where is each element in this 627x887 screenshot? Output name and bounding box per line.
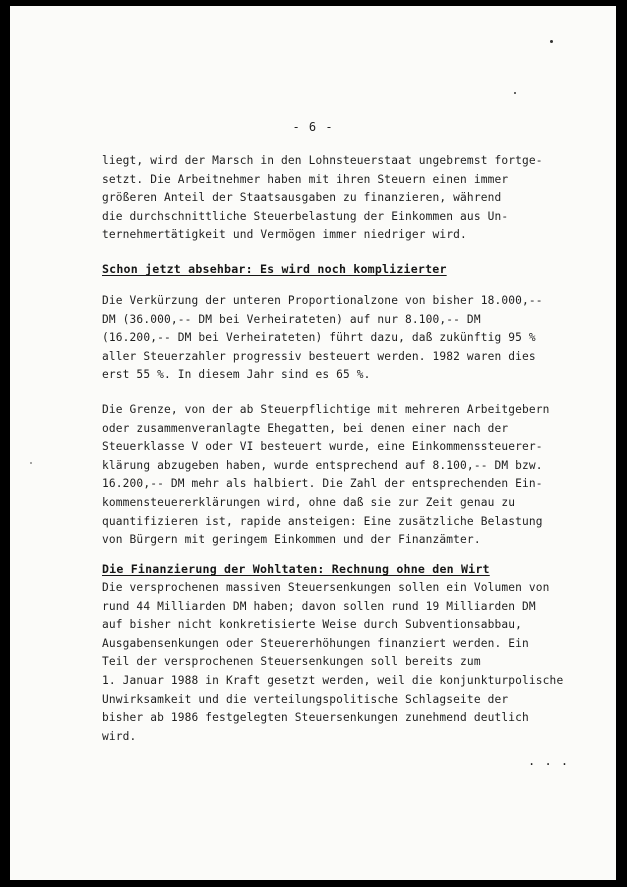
page-number: - 6 - (292, 120, 334, 134)
text-line: Ausgabensenkungen oder Steuererhöhungen finanziert werden. Ein (102, 636, 529, 650)
text-line: von Bürgern mit geringem Einkommen und der Finanzämter. (102, 533, 481, 547)
scan-speck (30, 462, 32, 464)
paragraph-1 (102, 152, 572, 245)
text-line: 16.200,-- DM mehr als halbiert. Die Zahl der entsprechenden Ein- (102, 477, 543, 491)
text-line: erst 55 %. In diesem Jahr sind es 65 %. (102, 368, 371, 382)
text-line: bisher ab 1986 festgelegten Steuersenkungen zunehmend deutlich (102, 711, 529, 725)
text-line: DM (36.000,-- DM bei Verheirateten) auf nur 8.100,-- DM (102, 312, 481, 326)
scan-speck (550, 40, 553, 43)
text-line: die durchschnittliche Steuerbelastung der Einkommen aus Un- (102, 209, 509, 223)
continuation-mark: . . . (528, 754, 570, 768)
text-line: Unwirksamkeit und die verteilungspolitische Schlagseite der (102, 692, 509, 706)
paragraph-4 (102, 579, 572, 746)
paragraph-3 (102, 401, 572, 550)
text-line: Die versprochenen massiven Steuersenkungen sollen ein Volumen von (102, 581, 550, 594)
text-line: Die Grenze, von der ab Steuerpflichtige mit mehreren Arbeitgebern (102, 403, 550, 416)
scan-speck (514, 92, 516, 94)
text-line: 1. Januar 1988 in Kraft gesetzt werden, weil die konjunkturpolische (102, 673, 564, 687)
text-line: (16.200,-- DM bei Verheirateten) führt dazu, daß zukünftig 95 % (102, 331, 536, 345)
text-line: rund 44 Milliarden DM haben; davon sollen rund 19 Milliarden DM (102, 599, 536, 613)
text-line: quantifizieren ist, rapide ansteigen: Eine zusätzliche Belastung (102, 514, 543, 528)
heading-schon-jetzt-absehbar: Schon jetzt absehbar: Es wird noch komplizierter (102, 262, 447, 276)
heading-finanzierung-der-wohltaten: Die Finanzierung der Wohltaten: Rechnung ohne den Wirt (102, 562, 490, 576)
text-line: oder zusammenveranlagte Ehegatten, bei denen einer nach der (102, 421, 509, 435)
text-line: liegt, wird der Marsch in den Lohnsteuerstaat ungebremst fortge- (102, 154, 543, 167)
text-line: kommensteuererklärungen wird, ohne daß sie zur Zeit genau zu (102, 495, 516, 509)
text-line: auf bisher nicht konkretisierte Weise durch Subventionsabbau, (102, 618, 523, 632)
text-line: Teil der versprochenen Steuersenkungen soll bereits zum (102, 655, 481, 669)
text-line: setzt. Die Arbeitnehmer haben mit ihren Steuern einen immer (102, 172, 509, 186)
text-line: größeren Anteil der Staatsausgaben zu finanzieren, während (102, 191, 502, 205)
text-line: Steuerklasse V oder VI besteuert wurde, eine Einkommenssteuerer- (102, 440, 543, 454)
text-line: ternehmertätigkeit und Vermögen immer niedriger wird. (102, 228, 467, 242)
document-page (10, 6, 616, 880)
text-line: klärung abzugeben haben, wurde entsprechend auf 8.100,-- DM bzw. (102, 458, 543, 472)
text-line: aller Steuerzahler progressiv besteuert werden. 1982 waren dies (102, 349, 536, 363)
text-line: wird. (102, 729, 137, 743)
text-line: Die Verkürzung der unteren Proportionalzone von bisher 18.000,-- (102, 294, 543, 307)
paragraph-2 (102, 292, 572, 385)
